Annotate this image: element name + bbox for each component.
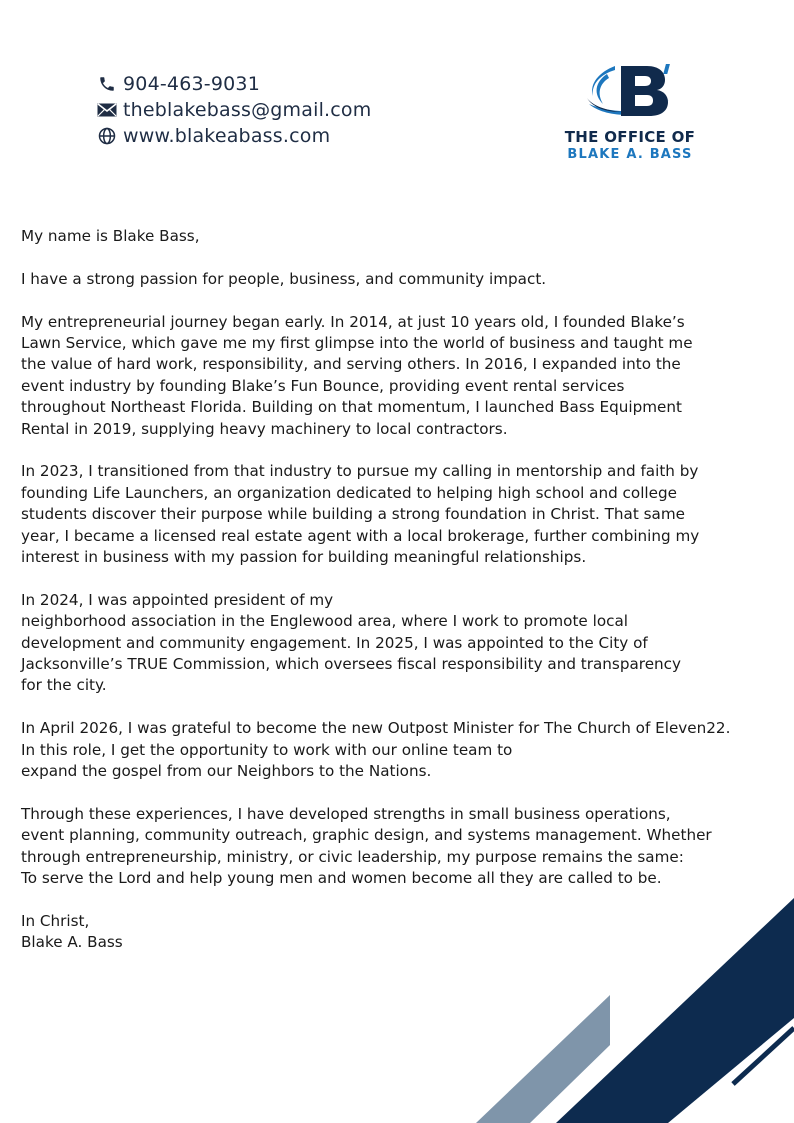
phone-number[interactable]: 904-463-9031 (123, 73, 260, 95)
signature: Blake A. Bass (21, 933, 123, 952)
paragraph-civic: In 2024, I was appointed president of my neighborhood association in the Englewood area, where I work to promote local development and community engagement. In 2025, I was appointed to the City of Jacksonville’s TRUE Commission, which oversees fiscal responsibility and transparency for the city. (21, 590, 682, 695)
logo-name-line: BLAKE A. BASS (567, 147, 693, 162)
email-address[interactable]: theblakebass@gmail.com (123, 99, 372, 121)
paragraph-outpost: In April 2026, I was grateful to become the new Outpost Minister for The Church of Eleven22. In this role, I get the opportunity to work with our online team to expand the gospel from our Neighbors to the Nations. (21, 719, 731, 781)
paragraph-passion: I have a strong passion for people, business, and community impact. (21, 269, 547, 288)
logo-title-line: THE OFFICE OF (564, 128, 696, 146)
greeting: My name is Blake Bass, (21, 227, 200, 245)
paragraph-entrepreneurship: My entrepreneurial journey began early. In 2014, at just 10 years old, I founded Blake’s Lawn Service, which gave me my first glimpse into the world of business and taught me the value of hard work, responsibility, and serving others. In 2016, I expanded into the event industry by founding Blake’s Fun Bounce, providing event rental services throughout Northeast Florida. Building on that momentum, I launched Bass Equipment Rental in 2019, supplying heavy machinery to local contractors. (21, 312, 693, 438)
navy-stripe (556, 898, 794, 1123)
closing: In Christ, (21, 911, 90, 930)
website-url[interactable]: www.blakeabass.com (123, 125, 331, 147)
paragraph-strengths: Through these experiences, I have developed strengths in small business operations, event planning, community outreach, graphic design, and systems management. Whether through entrepreneurship, ministry, or civic leadership, my purpose remains the same: To serve the Lord and help young men and women become all they are called to be. (21, 804, 712, 888)
paragraph-ministry: In 2023, I transitioned from that industry to pursue my calling in mentorship and faith by founding Life Launchers, an organization dedicated to helping high school and college students discover their purpose while building a strong foundation in Christ. That same year, I became a licensed real estate agent with a local brokerage, further combining my interest in business with my passion for building meaningful relationships. (21, 462, 700, 567)
